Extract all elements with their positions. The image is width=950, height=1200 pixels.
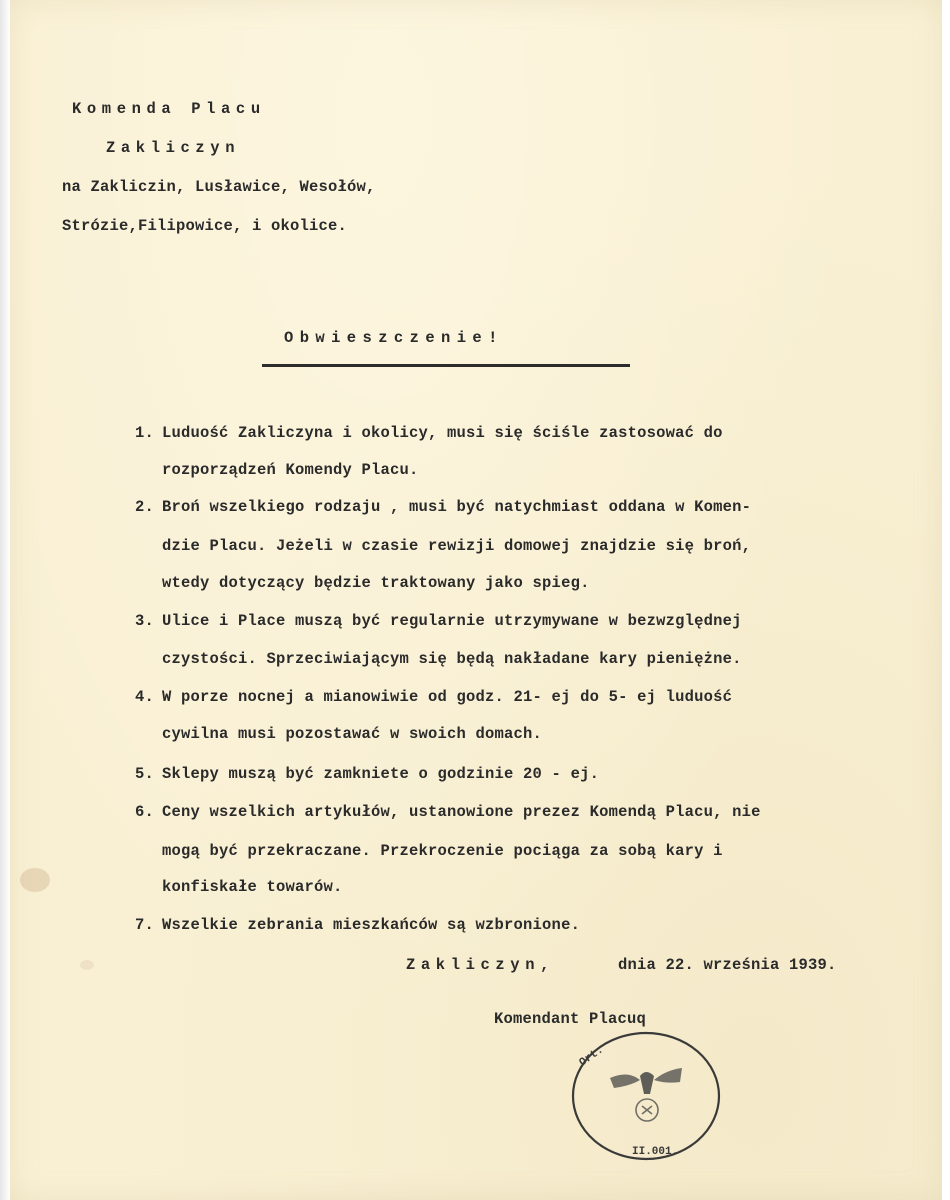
eagle-right-wing-icon: [654, 1068, 682, 1083]
item-text-line: Sklepy muszą być zamkniete o godzinie 20 - ej.: [162, 765, 600, 783]
date-place: Zakliczyn,: [406, 956, 556, 974]
document-sheet: [10, 0, 942, 1200]
item-text-line: Broń wszelkiego rodzaju , musi być natychmiast oddana w Komen-: [162, 498, 752, 516]
item-number: 3.: [134, 612, 154, 630]
paper-stain: [80, 960, 94, 970]
official-stamp: [570, 1030, 722, 1162]
header-jurisdiction-line1: na Zakliczin, Lusławice, Wesołów,: [62, 178, 376, 196]
item-text-line: wtedy dotyczący będzie traktowany jako spieg.: [162, 574, 590, 592]
item-text-line: mogą być przekraczane. Przekroczenie pociąga za sobą kary i: [162, 842, 723, 860]
item-text-line: Wszelkie zebrania mieszkańców są wzbronione.: [162, 916, 581, 934]
stamp-text-bottom: II.001.: [632, 1146, 679, 1158]
item-number: 7.: [134, 916, 154, 934]
stamp-text-top: Ort.: [577, 1044, 606, 1070]
header-town-name: Zakliczyn: [106, 139, 241, 157]
item-number: 1.: [134, 424, 154, 442]
item-text-line: W porze nocnej a mianowiwie od godz. 21- ej do 5- ej luduość: [162, 688, 733, 706]
item-number: 5.: [134, 765, 154, 783]
emblem-cross-icon: [642, 1106, 652, 1114]
item-text-line: dzie Placu. Jeżeli w czasie rewizji domowej znajdzie się broń,: [162, 537, 752, 555]
item-text-line: Ulice i Place muszą być regularnie utrzymywane w bezwzględnej: [162, 612, 742, 630]
item-number: 4.: [134, 688, 154, 706]
item-text-line: Ceny wszelkich artykułów, ustanowione prezez Komendą Placu, nie: [162, 803, 761, 821]
scan-edge-left: [0, 0, 10, 1200]
item-text-line: Luduość Zakliczyna i okolicy, musi się ściśle zastosować do: [162, 424, 723, 442]
signature-line: Komendant Placuq: [494, 1010, 647, 1028]
date-text: dnia 22. września 1939.: [618, 956, 837, 974]
header-command-title: Komenda Placu: [72, 100, 266, 118]
item-text-line: rozporządzeń Komendy Placu.: [162, 461, 419, 479]
item-text-line: czystości. Sprzeciwiającym się będą nakładane kary pieniężne.: [162, 650, 742, 668]
eagle-body-icon: [640, 1072, 654, 1094]
item-number: 2.: [134, 498, 154, 516]
scan-edge-right: [942, 0, 950, 1200]
paper-stain: [20, 868, 50, 892]
eagle-left-wing-icon: [610, 1074, 640, 1088]
notice-title: Obwieszczenie!: [284, 329, 504, 347]
item-number: 6.: [134, 803, 154, 821]
item-text-line: konfiskałe towarów.: [162, 878, 343, 896]
title-underline: [262, 364, 630, 367]
header-jurisdiction-line2: Strózie,Filipowice, i okolice.: [62, 217, 348, 235]
item-text-line: cywilna musi pozostawać w swoich domach.: [162, 725, 543, 743]
